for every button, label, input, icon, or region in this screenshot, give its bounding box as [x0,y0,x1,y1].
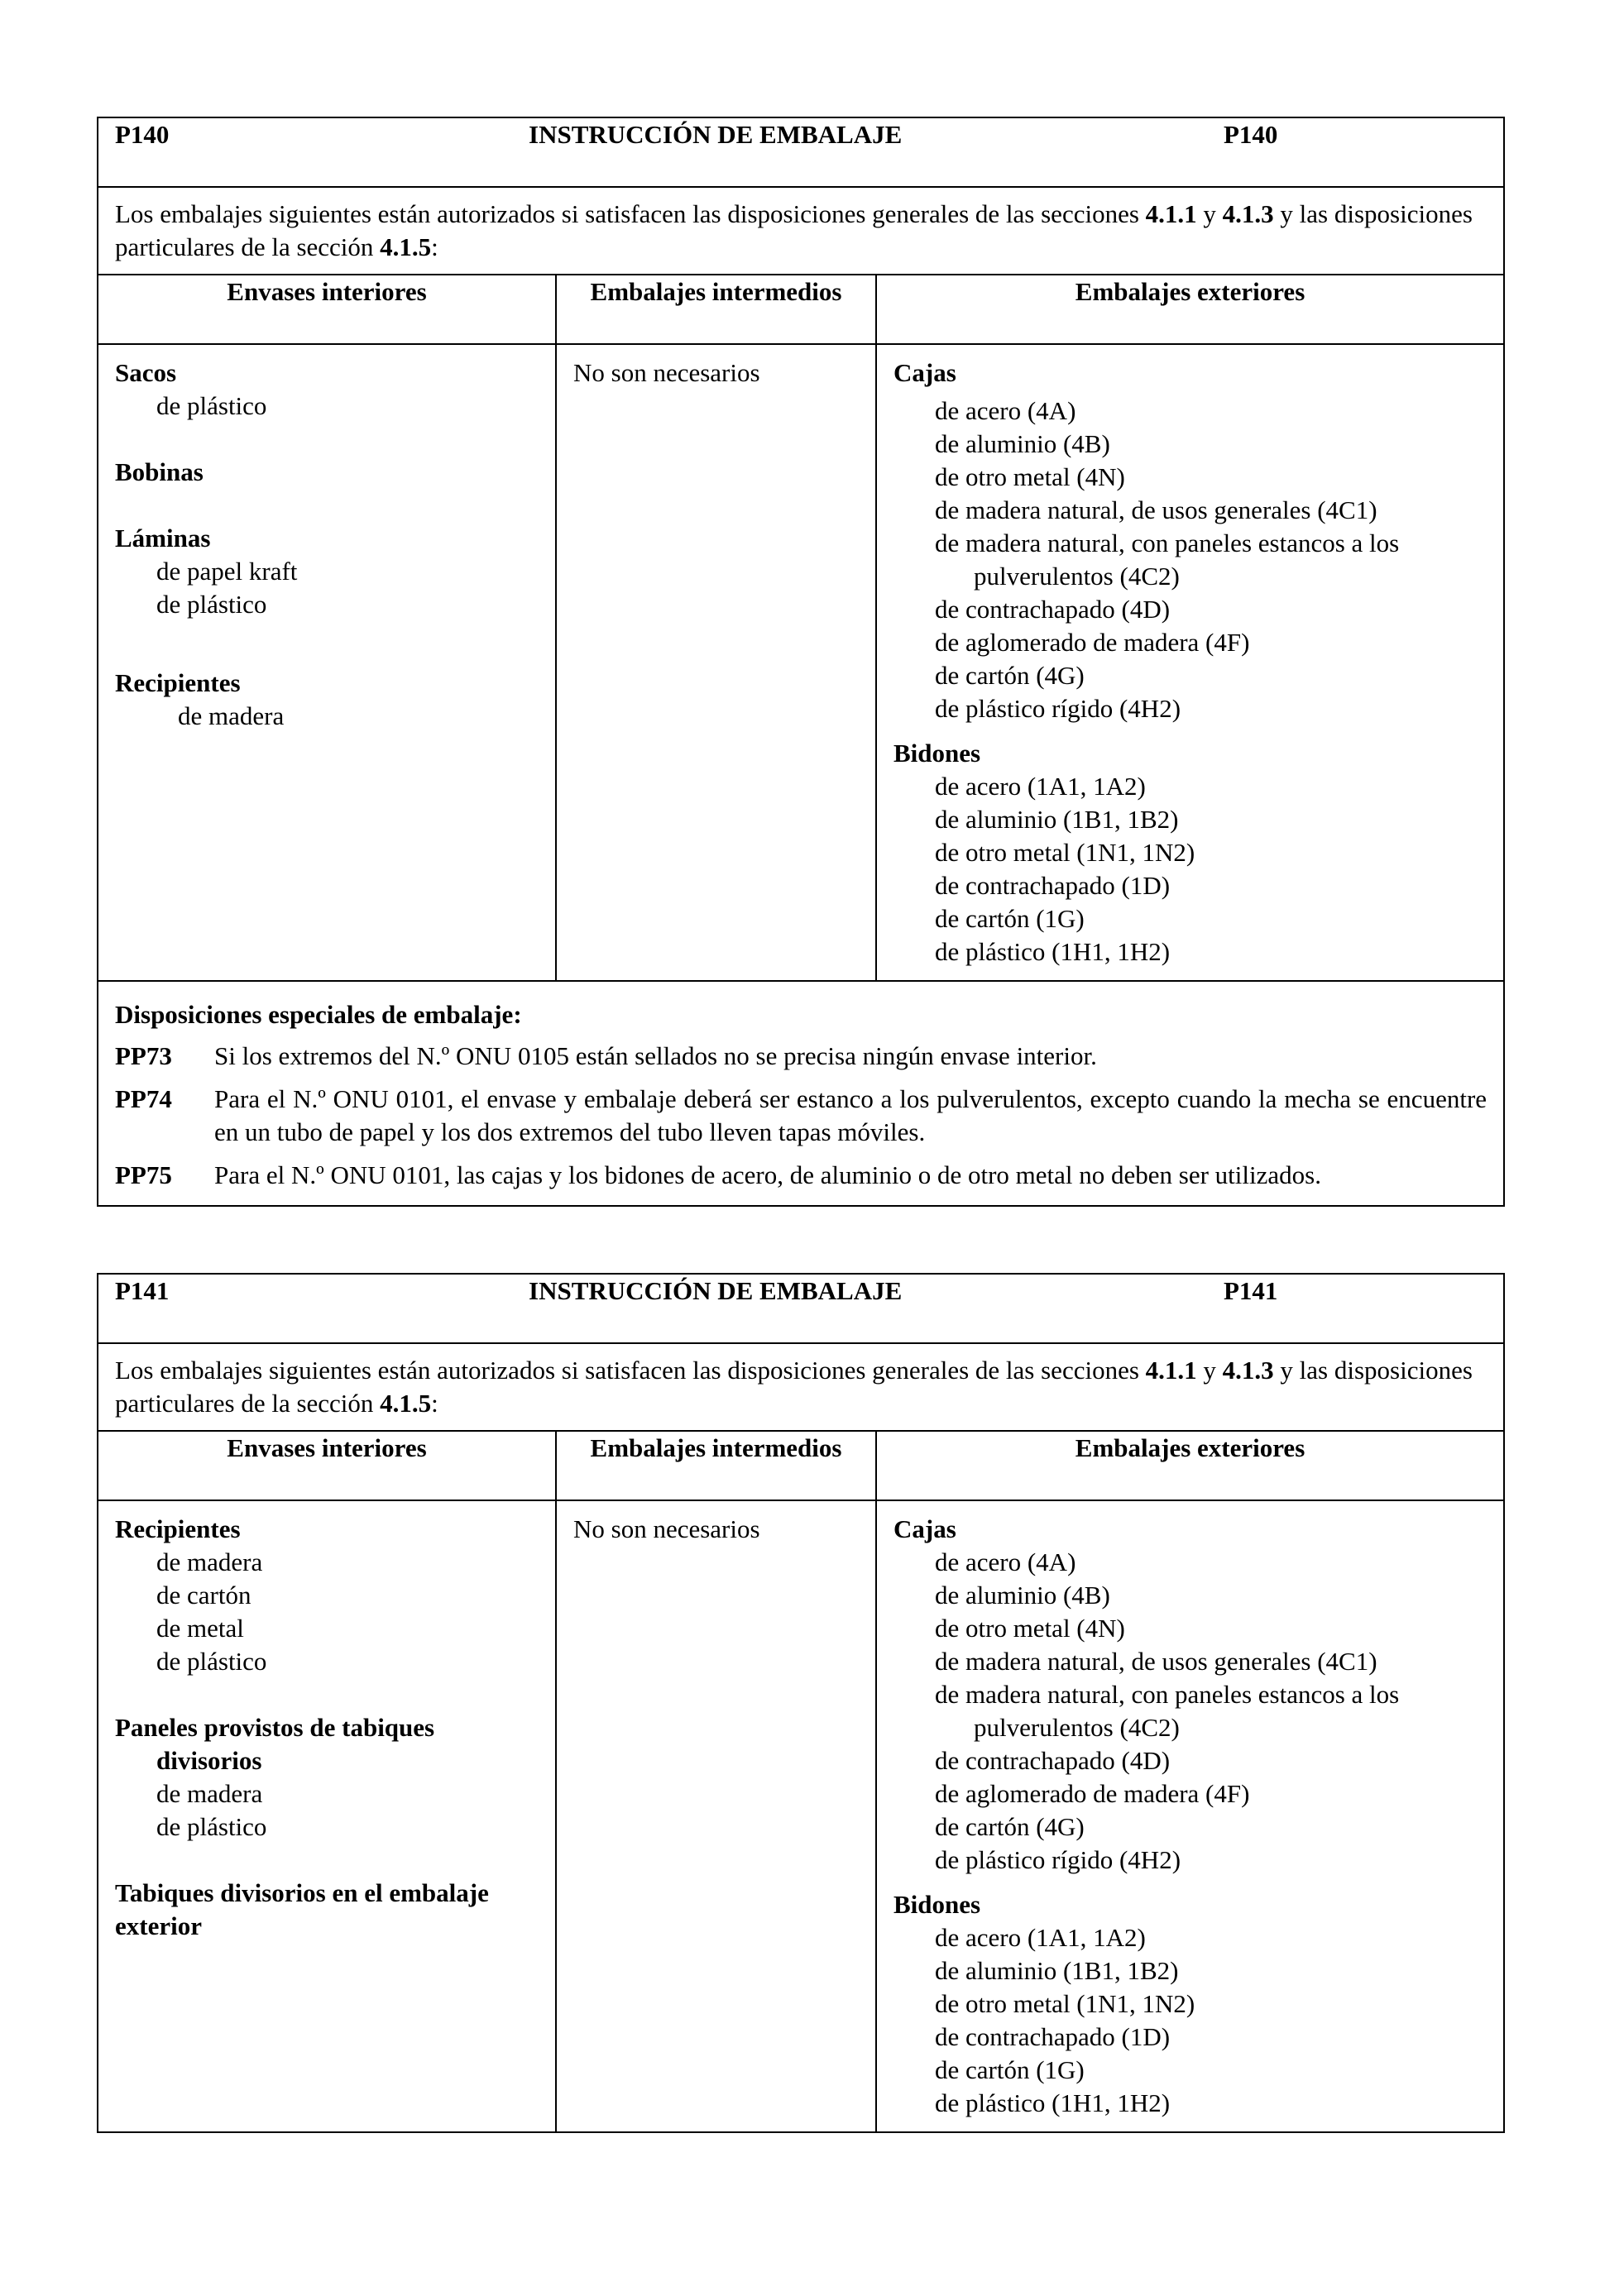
list-item: de aluminio (4B) [935,429,1110,458]
list-item: de otro metal (4N) [935,462,1125,491]
intro-text: y las disposiciones particulares de la sección [115,1356,1473,1418]
list-item: de plástico [156,1647,267,1676]
list-item: de contrachapado (4D) [935,1746,1171,1775]
intro-text: y [1196,1356,1223,1385]
group-heading: Paneles provistos de tabiques [115,1713,435,1742]
intro-text: Los embalajes siguientes están autorizados si satisfacen las disposiciones generales de las secciones [115,199,1146,228]
list-item: de aluminio (4B) [935,1581,1110,1610]
provision-text: Para el N.º ONU 0101, el envase y embalaje deberá ser estanco a los pulverulentos, excepto cuando la mecha se encuentre en un tubo de papel y los dos extremos del tubo lleven tapas móviles. [214,1084,1487,1146]
list-item: de acero (4A) [935,1547,1076,1576]
list-item: de otro metal (4N) [935,1614,1125,1643]
provision-code: PP74 [115,1084,172,1113]
intro-text: : [431,232,438,261]
list-item: de plástico rígido (4H2) [935,694,1181,723]
inner-packagings-cell [98,344,556,981]
provision-text: Si los extremos del N.º ONU 0105 están sellados no se precisa ningún envase interior. [214,1041,1097,1070]
list-item: de plástico [156,1812,267,1841]
list-item: de aglomerado de madera (4F) [935,628,1250,657]
instruction-code-right: P140 [1224,120,1278,149]
list-item: de plástico [156,590,267,619]
list-item: de aluminio (1B1, 1B2) [935,805,1179,834]
column-header-inner: Envases interiores [98,1431,556,1500]
intermediate-packagings-cell: No son necesarios [556,1500,876,2132]
section-ref: 4.1.3 [1222,199,1274,228]
intro-text: y [1196,199,1223,228]
packing-instruction-p141 [97,1273,1505,2133]
list-item: de cartón [156,1581,252,1610]
group-heading-continuation: divisorios [156,1746,262,1775]
list-item: de metal [156,1614,244,1643]
list-item: de madera natural, con paneles estancos a los [935,529,1400,557]
instruction-code-right: P141 [1224,1276,1278,1305]
instruction-title-row [98,117,1504,187]
group-heading: Bidones [893,1890,981,1919]
list-item: de plástico (1H1, 1H2) [935,937,1171,966]
intro-text: y las disposiciones particulares de la sección [115,199,1473,261]
provision-text: Para el N.º ONU 0101, las cajas y los bidones de acero, de aluminio o de otro metal no deben ser utilizados. [214,1160,1321,1189]
list-item: de cartón (4G) [935,661,1085,690]
section-ref: 4.1.3 [1222,1356,1274,1385]
group-heading: Láminas [115,524,211,552]
list-item: de papel kraft [156,557,298,586]
list-item: de contrachapado (1D) [935,871,1171,900]
list-item: de madera [178,701,285,730]
provision-code: PP73 [115,1041,172,1070]
list-item: de madera [156,1779,263,1808]
special-provisions-cell [98,981,1504,1206]
instruction-title: INSTRUCCIÓN DE EMBALAJE [529,120,903,149]
list-item: de contrachapado (4D) [935,595,1171,624]
special-provision [115,1040,1487,1073]
intro-text: Los embalajes siguientes están autorizados si satisfacen las disposiciones generales de las secciones [115,1356,1146,1385]
instruction-code-left: P140 [115,120,170,149]
list-item: de aluminio (1B1, 1B2) [935,1956,1179,1985]
list-item-continuation: pulverulentos (4C2) [974,562,1180,591]
inner-packagings-cell [98,1500,556,2132]
group-heading: Bidones [893,739,981,768]
section-ref: 4.1.1 [1145,199,1197,228]
list-item: de aglomerado de madera (4F) [935,1779,1250,1808]
list-item: de madera natural, con paneles estancos a los [935,1680,1400,1709]
list-item: de otro metal (1N1, 1N2) [935,838,1195,867]
list-item: de plástico rígido (4H2) [935,1845,1181,1874]
outer-packagings-cell [876,1500,1504,2132]
list-item: de madera [156,1547,263,1576]
list-item-continuation: pulverulentos (4C2) [974,1713,1180,1742]
group-heading: Cajas [893,358,956,387]
outer-packagings-cell [876,344,1504,981]
list-item: de plástico [156,391,267,420]
instruction-title-row [98,1274,1504,1343]
intermediate-packagings-cell: No son necesarios [556,344,876,981]
special-provision [115,1159,1487,1192]
list-item: de contrachapado (1D) [935,2022,1171,2051]
instruction-code-left: P141 [115,1276,170,1305]
intro-text: : [431,1389,438,1418]
column-header-intermediate: Embalajes intermedios [556,1431,876,1500]
list-item: de cartón (1G) [935,2055,1085,2084]
section-ref: 4.1.1 [1145,1356,1197,1385]
group-heading: Cajas [893,1514,956,1543]
provision-code: PP75 [115,1160,172,1189]
section-ref: 4.1.5 [380,1389,432,1418]
packing-instruction-p140 [97,117,1505,1207]
group-heading: Recipientes [115,668,241,697]
list-item: de acero (1A1, 1A2) [935,772,1146,801]
list-item: de otro metal (1N1, 1N2) [935,1989,1195,2018]
list-item: de acero (1A1, 1A2) [935,1923,1146,1952]
list-item: de madera natural, de usos generales (4C1) [935,495,1377,524]
special-provision [115,1083,1487,1149]
document-page [97,117,1503,2133]
list-item: de acero (4A) [935,396,1076,425]
list-item: de cartón (1G) [935,904,1085,933]
column-header-outer: Embalajes exteriores [876,1431,1504,1500]
column-header-intermediate: Embalajes intermedios [556,275,876,344]
column-header-inner: Envases interiores [98,275,556,344]
column-header-outer: Embalajes exteriores [876,275,1504,344]
group-heading: Recipientes [115,1514,241,1543]
section-ref: 4.1.5 [380,232,432,261]
instruction-title: INSTRUCCIÓN DE EMBALAJE [529,1276,903,1305]
group-heading: Bobinas [115,457,204,486]
intro-paragraph [98,187,1504,275]
intro-paragraph [98,1343,1504,1431]
list-item: de madera natural, de usos generales (4C1) [935,1647,1377,1676]
list-item: de plástico (1H1, 1H2) [935,2088,1171,2117]
list-item: de cartón (4G) [935,1812,1085,1841]
special-provisions-heading: Disposiciones especiales de embalaje: [115,1000,522,1029]
group-heading: Sacos [115,358,177,387]
group-heading: Tabiques divisorios en el embalaje exterior [115,1878,489,1940]
